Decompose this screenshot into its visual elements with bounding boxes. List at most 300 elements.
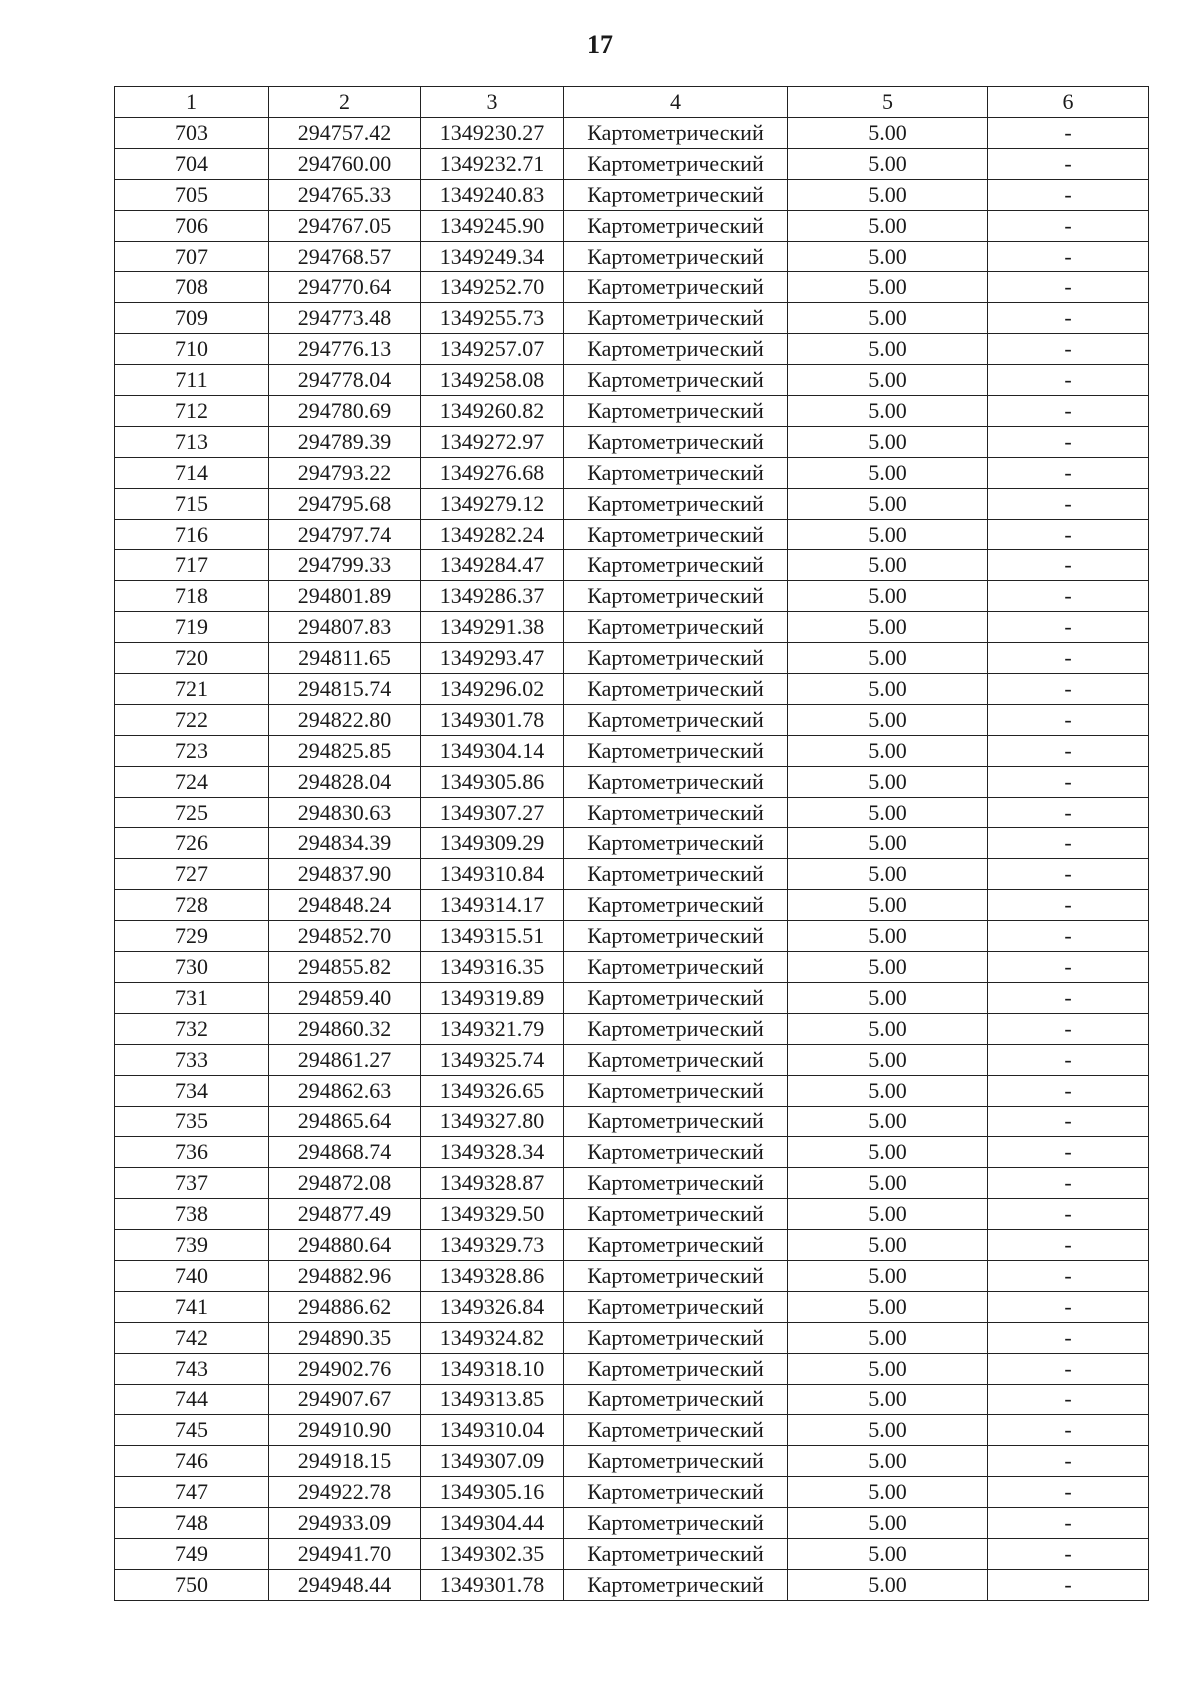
x-coordinate-cell: 294801.89 (269, 581, 421, 612)
accuracy-cell: 5.00 (788, 365, 988, 396)
method-cell: Картометрический (564, 766, 788, 797)
accuracy-cell: 5.00 (788, 1291, 988, 1322)
table-row (115, 1075, 1149, 1106)
y-coordinate-cell: 1349307.09 (421, 1446, 564, 1477)
method-cell: Картометрический (564, 272, 788, 303)
accuracy-cell: 5.00 (788, 210, 988, 241)
accuracy-cell: 5.00 (788, 612, 988, 643)
y-coordinate-cell: 1349326.84 (421, 1291, 564, 1322)
x-coordinate-cell: 294886.62 (269, 1291, 421, 1322)
x-coordinate-cell: 294789.39 (269, 426, 421, 457)
accuracy-cell: 5.00 (788, 1199, 988, 1230)
accuracy-cell: 5.00 (788, 148, 988, 179)
table-row (115, 1260, 1149, 1291)
method-cell: Картометрический (564, 1291, 788, 1322)
accuracy-cell: 5.00 (788, 1322, 988, 1353)
method-cell: Картометрический (564, 921, 788, 952)
point-number-cell: 742 (115, 1322, 269, 1353)
note-cell: - (988, 1168, 1149, 1199)
method-cell: Картометрический (564, 488, 788, 519)
method-cell: Картометрический (564, 704, 788, 735)
table-row (115, 674, 1149, 705)
x-coordinate-cell: 294918.15 (269, 1446, 421, 1477)
note-cell: - (988, 1106, 1149, 1137)
table-row (115, 334, 1149, 365)
y-coordinate-cell: 1349302.35 (421, 1538, 564, 1569)
point-number-cell: 728 (115, 890, 269, 921)
note-cell: - (988, 1384, 1149, 1415)
table-row (115, 1199, 1149, 1230)
x-coordinate-cell: 294860.32 (269, 1013, 421, 1044)
method-cell: Картометрический (564, 828, 788, 859)
note-cell: - (988, 612, 1149, 643)
header-cell-2: 2 (269, 87, 421, 118)
point-number-cell: 705 (115, 179, 269, 210)
y-coordinate-cell: 1349305.86 (421, 766, 564, 797)
point-number-cell: 747 (115, 1477, 269, 1508)
accuracy-cell: 5.00 (788, 272, 988, 303)
point-number-cell: 703 (115, 118, 269, 149)
table-row (115, 519, 1149, 550)
method-cell: Картометрический (564, 1044, 788, 1075)
accuracy-cell: 5.00 (788, 1168, 988, 1199)
accuracy-cell: 5.00 (788, 1538, 988, 1569)
point-number-cell: 707 (115, 241, 269, 272)
x-coordinate-cell: 294797.74 (269, 519, 421, 550)
note-cell: - (988, 1291, 1149, 1322)
method-cell: Картометрический (564, 982, 788, 1013)
method-cell: Картометрический (564, 1322, 788, 1353)
accuracy-cell: 5.00 (788, 735, 988, 766)
table-row (115, 766, 1149, 797)
accuracy-cell: 5.00 (788, 1353, 988, 1384)
y-coordinate-cell: 1349276.68 (421, 457, 564, 488)
y-coordinate-cell: 1349318.10 (421, 1353, 564, 1384)
note-cell: - (988, 890, 1149, 921)
x-coordinate-cell: 294825.85 (269, 735, 421, 766)
point-number-cell: 745 (115, 1415, 269, 1446)
point-number-cell: 743 (115, 1353, 269, 1384)
point-number-cell: 725 (115, 797, 269, 828)
y-coordinate-cell: 1349328.34 (421, 1137, 564, 1168)
accuracy-cell: 5.00 (788, 1508, 988, 1539)
x-coordinate-cell: 294890.35 (269, 1322, 421, 1353)
point-number-cell: 744 (115, 1384, 269, 1415)
point-number-cell: 748 (115, 1508, 269, 1539)
accuracy-cell: 5.00 (788, 766, 988, 797)
note-cell: - (988, 797, 1149, 828)
note-cell: - (988, 1013, 1149, 1044)
header-cell-4: 4 (564, 87, 788, 118)
point-number-cell: 720 (115, 643, 269, 674)
accuracy-cell: 5.00 (788, 704, 988, 735)
table-row (115, 581, 1149, 612)
table-row (115, 643, 1149, 674)
note-cell: - (988, 643, 1149, 674)
accuracy-cell: 5.00 (788, 1446, 988, 1477)
method-cell: Картометрический (564, 1508, 788, 1539)
accuracy-cell: 5.00 (788, 581, 988, 612)
y-coordinate-cell: 1349252.70 (421, 272, 564, 303)
method-cell: Картометрический (564, 426, 788, 457)
y-coordinate-cell: 1349301.78 (421, 704, 564, 735)
table-row (115, 1168, 1149, 1199)
table-row (115, 735, 1149, 766)
x-coordinate-cell: 294776.13 (269, 334, 421, 365)
y-coordinate-cell: 1349257.07 (421, 334, 564, 365)
method-cell: Картометрический (564, 1013, 788, 1044)
y-coordinate-cell: 1349296.02 (421, 674, 564, 705)
y-coordinate-cell: 1349307.27 (421, 797, 564, 828)
method-cell: Картометрический (564, 1168, 788, 1199)
x-coordinate-cell: 294865.64 (269, 1106, 421, 1137)
point-number-cell: 735 (115, 1106, 269, 1137)
x-coordinate-cell: 294859.40 (269, 982, 421, 1013)
point-number-cell: 750 (115, 1569, 269, 1600)
method-cell: Картометрический (564, 1230, 788, 1261)
y-coordinate-cell: 1349310.04 (421, 1415, 564, 1446)
method-cell: Картометрический (564, 1353, 788, 1384)
table-row (115, 396, 1149, 427)
note-cell: - (988, 1075, 1149, 1106)
note-cell: - (988, 426, 1149, 457)
y-coordinate-cell: 1349301.78 (421, 1569, 564, 1600)
x-coordinate-cell: 294811.65 (269, 643, 421, 674)
x-coordinate-cell: 294757.42 (269, 118, 421, 149)
accuracy-cell: 5.00 (788, 426, 988, 457)
point-number-cell: 714 (115, 457, 269, 488)
note-cell: - (988, 581, 1149, 612)
table-row (115, 797, 1149, 828)
method-cell: Картометрический (564, 1384, 788, 1415)
y-coordinate-cell: 1349293.47 (421, 643, 564, 674)
note-cell: - (988, 704, 1149, 735)
x-coordinate-cell: 294948.44 (269, 1569, 421, 1600)
table-row (115, 457, 1149, 488)
table-row (115, 921, 1149, 952)
y-coordinate-cell: 1349319.89 (421, 982, 564, 1013)
note-cell: - (988, 550, 1149, 581)
x-coordinate-cell: 294848.24 (269, 890, 421, 921)
point-number-cell: 739 (115, 1230, 269, 1261)
x-coordinate-cell: 294778.04 (269, 365, 421, 396)
header-cell-1: 1 (115, 87, 269, 118)
accuracy-cell: 5.00 (788, 1415, 988, 1446)
table-row (115, 1384, 1149, 1415)
x-coordinate-cell: 294880.64 (269, 1230, 421, 1261)
header-cell-6: 6 (988, 87, 1149, 118)
note-cell: - (988, 396, 1149, 427)
point-number-cell: 740 (115, 1260, 269, 1291)
x-coordinate-cell: 294830.63 (269, 797, 421, 828)
note-cell: - (988, 148, 1149, 179)
accuracy-cell: 5.00 (788, 241, 988, 272)
table-row (115, 550, 1149, 581)
y-coordinate-cell: 1349309.29 (421, 828, 564, 859)
note-cell: - (988, 272, 1149, 303)
method-cell: Картометрический (564, 210, 788, 241)
table-row (115, 365, 1149, 396)
method-cell: Картометрический (564, 735, 788, 766)
accuracy-cell: 5.00 (788, 550, 988, 581)
x-coordinate-cell: 294855.82 (269, 952, 421, 983)
accuracy-cell: 5.00 (788, 1230, 988, 1261)
method-cell: Картометрический (564, 797, 788, 828)
x-coordinate-cell: 294767.05 (269, 210, 421, 241)
accuracy-cell: 5.00 (788, 921, 988, 952)
table-row (115, 890, 1149, 921)
method-cell: Картометрический (564, 303, 788, 334)
point-number-cell: 731 (115, 982, 269, 1013)
note-cell: - (988, 766, 1149, 797)
accuracy-cell: 5.00 (788, 797, 988, 828)
y-coordinate-cell: 1349232.71 (421, 148, 564, 179)
method-cell: Картометрический (564, 396, 788, 427)
note-cell: - (988, 1415, 1149, 1446)
point-number-cell: 741 (115, 1291, 269, 1322)
y-coordinate-cell: 1349329.50 (421, 1199, 564, 1230)
x-coordinate-cell: 294795.68 (269, 488, 421, 519)
point-number-cell: 736 (115, 1137, 269, 1168)
accuracy-cell: 5.00 (788, 982, 988, 1013)
note-cell: - (988, 241, 1149, 272)
accuracy-cell: 5.00 (788, 643, 988, 674)
method-cell: Картометрический (564, 148, 788, 179)
method-cell: Картометрический (564, 1137, 788, 1168)
table-row (115, 303, 1149, 334)
note-cell: - (988, 1044, 1149, 1075)
note-cell: - (988, 1538, 1149, 1569)
method-cell: Картометрический (564, 612, 788, 643)
method-cell: Картометрический (564, 1538, 788, 1569)
accuracy-cell: 5.00 (788, 396, 988, 427)
y-coordinate-cell: 1349291.38 (421, 612, 564, 643)
method-cell: Картометрический (564, 952, 788, 983)
y-coordinate-cell: 1349328.87 (421, 1168, 564, 1199)
point-number-cell: 711 (115, 365, 269, 396)
header-row (115, 87, 1149, 118)
method-cell: Картометрический (564, 890, 788, 921)
table-row (115, 982, 1149, 1013)
note-cell: - (988, 365, 1149, 396)
y-coordinate-cell: 1349279.12 (421, 488, 564, 519)
table-row (115, 1446, 1149, 1477)
table-row (115, 1353, 1149, 1384)
note-cell: - (988, 1199, 1149, 1230)
x-coordinate-cell: 294815.74 (269, 674, 421, 705)
accuracy-cell: 5.00 (788, 1075, 988, 1106)
y-coordinate-cell: 1349304.44 (421, 1508, 564, 1539)
x-coordinate-cell: 294882.96 (269, 1260, 421, 1291)
table-row (115, 828, 1149, 859)
note-cell: - (988, 1230, 1149, 1261)
point-number-cell: 737 (115, 1168, 269, 1199)
table-row (115, 1322, 1149, 1353)
method-cell: Картометрический (564, 1446, 788, 1477)
accuracy-cell: 5.00 (788, 828, 988, 859)
note-cell: - (988, 735, 1149, 766)
y-coordinate-cell: 1349245.90 (421, 210, 564, 241)
accuracy-cell: 5.00 (788, 1044, 988, 1075)
point-number-cell: 716 (115, 519, 269, 550)
accuracy-cell: 5.00 (788, 1137, 988, 1168)
table-row (115, 241, 1149, 272)
point-number-cell: 712 (115, 396, 269, 427)
table-row (115, 272, 1149, 303)
accuracy-cell: 5.00 (788, 1569, 988, 1600)
accuracy-cell: 5.00 (788, 1260, 988, 1291)
y-coordinate-cell: 1349305.16 (421, 1477, 564, 1508)
y-coordinate-cell: 1349282.24 (421, 519, 564, 550)
method-cell: Картометрический (564, 859, 788, 890)
table-row (115, 1415, 1149, 1446)
note-cell: - (988, 519, 1149, 550)
accuracy-cell: 5.00 (788, 334, 988, 365)
point-number-cell: 706 (115, 210, 269, 241)
y-coordinate-cell: 1349313.85 (421, 1384, 564, 1415)
table-row (115, 1044, 1149, 1075)
method-cell: Картометрический (564, 519, 788, 550)
accuracy-cell: 5.00 (788, 1477, 988, 1508)
note-cell: - (988, 1322, 1149, 1353)
x-coordinate-cell: 294773.48 (269, 303, 421, 334)
method-cell: Картометрический (564, 581, 788, 612)
method-cell: Картометрический (564, 1106, 788, 1137)
y-coordinate-cell: 1349230.27 (421, 118, 564, 149)
method-cell: Картометрический (564, 179, 788, 210)
y-coordinate-cell: 1349326.65 (421, 1075, 564, 1106)
table-row (115, 1538, 1149, 1569)
x-coordinate-cell: 294770.64 (269, 272, 421, 303)
method-cell: Картометрический (564, 334, 788, 365)
point-number-cell: 715 (115, 488, 269, 519)
method-cell: Картометрический (564, 550, 788, 581)
x-coordinate-cell: 294760.00 (269, 148, 421, 179)
table-row (115, 1508, 1149, 1539)
x-coordinate-cell: 294907.67 (269, 1384, 421, 1415)
point-number-cell: 727 (115, 859, 269, 890)
note-cell: - (988, 674, 1149, 705)
y-coordinate-cell: 1349327.80 (421, 1106, 564, 1137)
y-coordinate-cell: 1349260.82 (421, 396, 564, 427)
x-coordinate-cell: 294828.04 (269, 766, 421, 797)
accuracy-cell: 5.00 (788, 488, 988, 519)
table-row (115, 488, 1149, 519)
table-row (115, 859, 1149, 890)
table-row (115, 1291, 1149, 1322)
x-coordinate-cell: 294799.33 (269, 550, 421, 581)
x-coordinate-cell: 294807.83 (269, 612, 421, 643)
note-cell: - (988, 1353, 1149, 1384)
method-cell: Картометрический (564, 1415, 788, 1446)
y-coordinate-cell: 1349325.74 (421, 1044, 564, 1075)
table-row (115, 704, 1149, 735)
x-coordinate-cell: 294902.76 (269, 1353, 421, 1384)
accuracy-cell: 5.00 (788, 859, 988, 890)
table-row (115, 1106, 1149, 1137)
point-number-cell: 719 (115, 612, 269, 643)
table-row (115, 1569, 1149, 1600)
note-cell: - (988, 952, 1149, 983)
point-number-cell: 732 (115, 1013, 269, 1044)
note-cell: - (988, 828, 1149, 859)
accuracy-cell: 5.00 (788, 674, 988, 705)
note-cell: - (988, 118, 1149, 149)
header-cell-3: 3 (421, 87, 564, 118)
point-number-cell: 729 (115, 921, 269, 952)
x-coordinate-cell: 294768.57 (269, 241, 421, 272)
table-row (115, 118, 1149, 149)
y-coordinate-cell: 1349310.84 (421, 859, 564, 890)
note-cell: - (988, 1137, 1149, 1168)
x-coordinate-cell: 294852.70 (269, 921, 421, 952)
y-coordinate-cell: 1349321.79 (421, 1013, 564, 1044)
y-coordinate-cell: 1349304.14 (421, 735, 564, 766)
coordinates-table (114, 86, 1149, 1601)
x-coordinate-cell: 294933.09 (269, 1508, 421, 1539)
point-number-cell: 734 (115, 1075, 269, 1106)
note-cell: - (988, 859, 1149, 890)
table-row (115, 612, 1149, 643)
x-coordinate-cell: 294780.69 (269, 396, 421, 427)
y-coordinate-cell: 1349329.73 (421, 1230, 564, 1261)
method-cell: Картометрический (564, 241, 788, 272)
x-coordinate-cell: 294941.70 (269, 1538, 421, 1569)
table-row (115, 179, 1149, 210)
x-coordinate-cell: 294877.49 (269, 1199, 421, 1230)
point-number-cell: 723 (115, 735, 269, 766)
point-number-cell: 709 (115, 303, 269, 334)
x-coordinate-cell: 294837.90 (269, 859, 421, 890)
point-number-cell: 710 (115, 334, 269, 365)
x-coordinate-cell: 294822.80 (269, 704, 421, 735)
table-row (115, 1230, 1149, 1261)
note-cell: - (988, 334, 1149, 365)
x-coordinate-cell: 294834.39 (269, 828, 421, 859)
table-row (115, 952, 1149, 983)
note-cell: - (988, 210, 1149, 241)
note-cell: - (988, 1260, 1149, 1291)
accuracy-cell: 5.00 (788, 118, 988, 149)
x-coordinate-cell: 294872.08 (269, 1168, 421, 1199)
table-row (115, 148, 1149, 179)
accuracy-cell: 5.00 (788, 952, 988, 983)
point-number-cell: 722 (115, 704, 269, 735)
y-coordinate-cell: 1349240.83 (421, 179, 564, 210)
x-coordinate-cell: 294922.78 (269, 1477, 421, 1508)
y-coordinate-cell: 1349272.97 (421, 426, 564, 457)
note-cell: - (988, 303, 1149, 334)
x-coordinate-cell: 294861.27 (269, 1044, 421, 1075)
note-cell: - (988, 1569, 1149, 1600)
y-coordinate-cell: 1349286.37 (421, 581, 564, 612)
method-cell: Картометрический (564, 1199, 788, 1230)
y-coordinate-cell: 1349315.51 (421, 921, 564, 952)
x-coordinate-cell: 294862.63 (269, 1075, 421, 1106)
note-cell: - (988, 457, 1149, 488)
y-coordinate-cell: 1349255.73 (421, 303, 564, 334)
y-coordinate-cell: 1349284.47 (421, 550, 564, 581)
accuracy-cell: 5.00 (788, 519, 988, 550)
x-coordinate-cell: 294765.33 (269, 179, 421, 210)
note-cell: - (988, 1477, 1149, 1508)
method-cell: Картометрический (564, 1260, 788, 1291)
accuracy-cell: 5.00 (788, 179, 988, 210)
table-row (115, 1477, 1149, 1508)
accuracy-cell: 5.00 (788, 1384, 988, 1415)
point-number-cell: 718 (115, 581, 269, 612)
point-number-cell: 726 (115, 828, 269, 859)
